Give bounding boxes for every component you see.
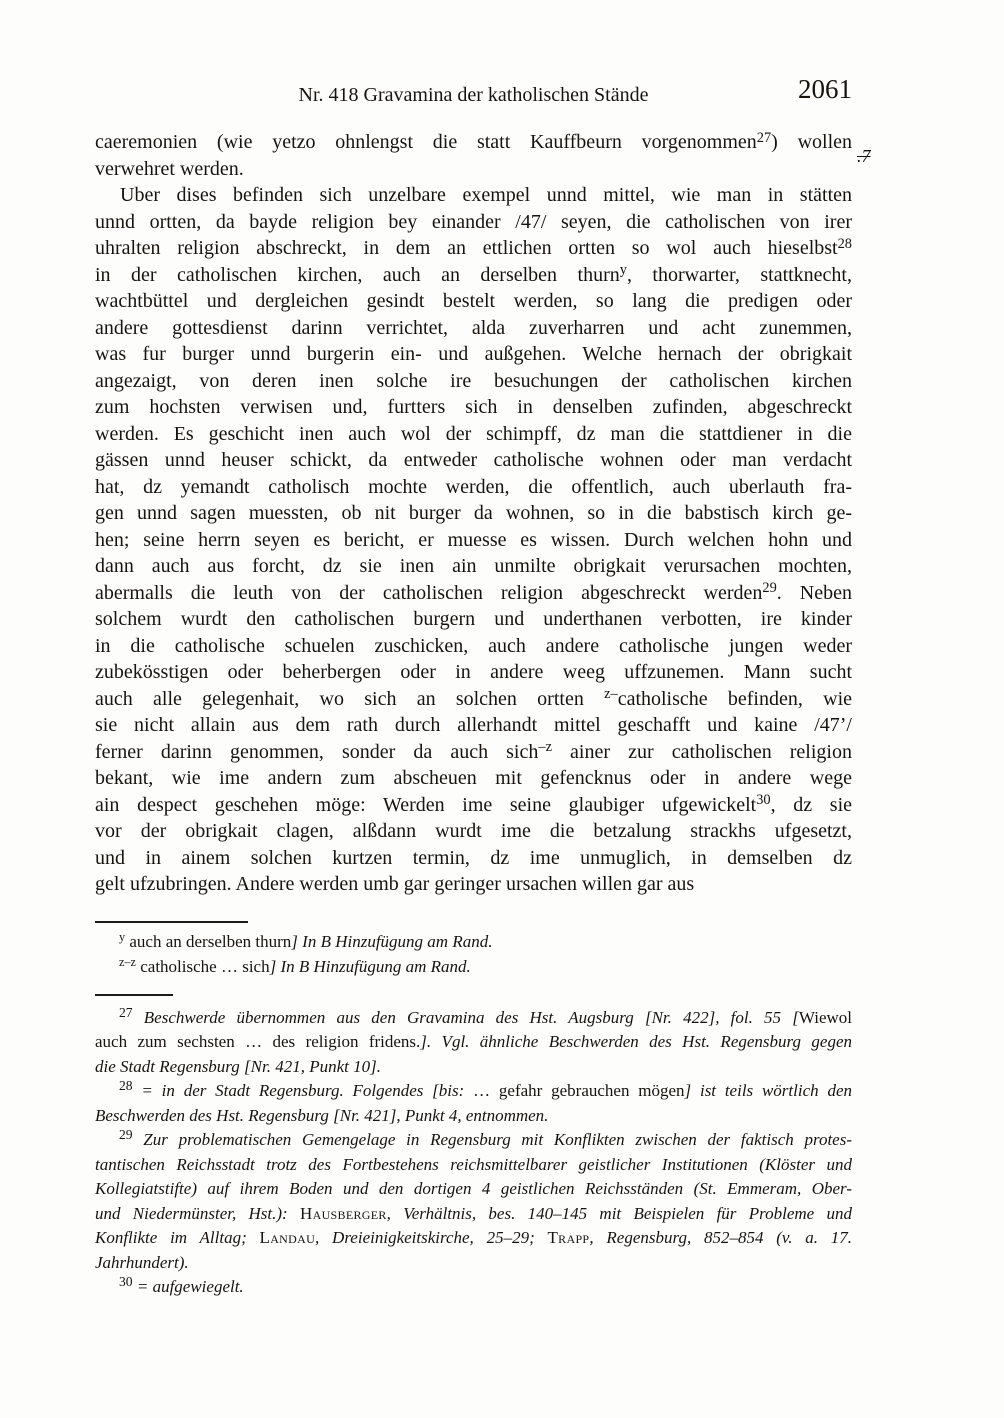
paragraph-continued: [95, 129, 852, 182]
text-line: [95, 553, 852, 580]
text-line: [95, 1030, 852, 1055]
superscript-reference: y: [119, 930, 126, 945]
superscript-reference: 27: [756, 129, 772, 146]
text-run: catholische befinden, wie: [617, 687, 852, 710]
text-line: [95, 606, 852, 633]
text-run: Hausberger: [300, 1203, 387, 1223]
footnote-29: [95, 1128, 852, 1275]
paragraph-main: [95, 182, 852, 898]
text-run: auch an derselben thurn: [125, 931, 292, 951]
text-run: Beschwerde übernommen aus den Gravamina des Hst. Augsburg [Nr. 422], fol. 55 [: [132, 1007, 799, 1027]
superscript-reference: 30: [756, 792, 771, 809]
text-run: ainer zur catholischen religion: [551, 740, 852, 763]
text-run: abermalls die leuth von der catholischen religion abgeschreckt werden: [95, 581, 763, 604]
running-header-title: Nr. 418 Gravamina der katholischen Stände: [298, 84, 649, 106]
page-number: 2061: [798, 74, 852, 104]
text-run: ] In B Hinzufügung am Rand.: [269, 956, 471, 976]
text-line: [95, 156, 852, 183]
text-line: [95, 765, 852, 792]
text-run: was fur burger unnd burgerin ein- und außgehen. Welche hernach der obrigkait: [95, 343, 852, 365]
superscript-reference: 28: [119, 1078, 133, 1094]
text-line: [95, 447, 852, 474]
text-line: [95, 1177, 852, 1202]
text-run: andere gottesdienst darinn verrichtet, alda zuverharren und acht zunemmen,: [95, 316, 852, 339]
text-run: Uber dises befinden sich unzelbare exempel unnd mittel, wie man in stätten: [120, 184, 852, 206]
text-line: [95, 1251, 852, 1276]
text-line: [95, 262, 852, 289]
text-run: tantischen Reichsstadt trotz des Fortbestehens reichsmittelbarer geistlicher Institutionen (Klöster und: [95, 1154, 852, 1174]
text-run: und Niedermünster, Hst.):: [95, 1203, 301, 1223]
text-run: hen; seine herrn seyen es bericht, er muesse es wissen. Durch welchen hohn und: [95, 528, 852, 551]
text-run: Konflikte im Alltag;: [95, 1228, 260, 1247]
text-run: unnd ortten, da bayde religion bey einander /47/ seyen, die catholischen von irer: [95, 210, 852, 233]
text-run: auch zum sechsten … des religion fridens.: [95, 1032, 421, 1051]
text-run: gen unnd sagen muessten, ob nit burger da wohnen, so in die babstisch kirch ge-: [95, 502, 852, 524]
text-run: ] ist teils wörtlich den: [684, 1081, 852, 1100]
text-run: solchem wurdt den catholischen burgern und underthanen verbotten, ire kinder: [95, 608, 852, 630]
text-run: Zur problematischen Gemengelage in Regensburg mit Konflikten zwischen der faktisch protes-: [132, 1130, 852, 1149]
body-text: [95, 129, 852, 898]
text-run: vor der obrigkait clagen, alßdann wurdt ime die betzalung strackhs ufgesetzt,: [95, 820, 852, 842]
superscript-reference: 29: [119, 1127, 133, 1143]
text-run: bekant, wie ime andern zum abscheuen mit gefencknus oder in andere wege: [95, 767, 852, 789]
text-line: [95, 209, 852, 236]
text-run: ] In B Hinzufügung am Rand.: [291, 931, 493, 951]
text-line: [95, 954, 852, 979]
text-line: [95, 421, 852, 448]
text-line: [95, 1226, 852, 1251]
text-run: ain despect geschehen möge: Werden ime seine glaubiger ufgewickelt: [95, 793, 757, 816]
superscript-reference: 27: [119, 1004, 133, 1020]
text-line: [95, 1006, 852, 1031]
text-line: [95, 580, 852, 607]
text-run: ) wollen: [771, 131, 852, 153]
superscript-reference: z–: [604, 686, 618, 703]
text-run: und in ainem solchen kurtzen termin, dz ime unmuglich, in demselben dz: [95, 846, 852, 869]
text-line: [95, 1079, 852, 1104]
text-run: , Regensburg, 852–854 (v. a. 17.: [589, 1228, 852, 1247]
text-run: verwehret werden.: [95, 157, 244, 180]
superscript-reference: y: [619, 262, 627, 279]
text-run: Trapp: [547, 1228, 590, 1247]
text-run: , dz sie: [770, 793, 852, 816]
text-run: = in der Stadt Regensburg. Folgendes [bis:: [132, 1081, 465, 1100]
text-line: [95, 368, 852, 395]
text-run: = aufgewiegelt.: [132, 1277, 244, 1296]
text-column: [95, 0, 871, 1300]
text-line: [95, 288, 852, 315]
text-line: [95, 315, 852, 342]
footnote-separator-rule: [95, 994, 173, 996]
text-run: , Dreieinigkeitskirche, 25–29;: [315, 1228, 548, 1247]
text-line: [95, 1055, 852, 1080]
text-run: caeremonien (wie yetzo ohnlengst die statt Kauffbeurn vorgenommen: [95, 131, 757, 153]
text-run: in die catholische schuelen zuschicken, auch andere catholische jungen weder: [95, 634, 852, 657]
footnote-27: [95, 1006, 852, 1080]
text-line: [95, 739, 852, 766]
text-run: ferner darinn genommen, sonder da auch sich: [95, 740, 539, 763]
margin-annotation: .7: [857, 146, 871, 166]
text-line: [95, 474, 852, 501]
text-line: [95, 527, 852, 554]
text-line: [95, 129, 852, 156]
text-run: ]. Vgl. ähnliche Beschwerden des Hst. Regensburg gegen: [420, 1032, 852, 1051]
superscript-reference: 30: [119, 1274, 133, 1290]
superscript-reference: z–z: [119, 955, 136, 970]
text-run: … gefahr gebrauchen mögen: [464, 1081, 685, 1100]
footnote-28: [95, 1079, 852, 1128]
text-line: [95, 1104, 852, 1129]
critical-apparatus: [95, 929, 852, 979]
text-line: [95, 712, 852, 739]
text-run: . Neben: [776, 581, 852, 604]
text-run: Beschwerden des Hst. Regensburg [Nr. 421], Punkt 4, entnommen.: [95, 1105, 549, 1125]
text-run: die Stadt Regensburg [Nr. 421, Punkt 10].: [95, 1056, 381, 1076]
text-line: [95, 659, 852, 686]
text-run: wachtbüttel und dergleichen gesindt bestelt werden, so lang die predigen oder: [95, 290, 852, 312]
text-run: zubekösstigen oder beherbergen oder in andere weeg uffzunemen. Mann sucht: [95, 661, 852, 683]
apparatus-separator-rule: [95, 921, 248, 923]
text-run: Jahrhundert).: [95, 1252, 189, 1272]
text-line: [95, 792, 852, 819]
text-line: [95, 686, 852, 713]
text-line: [95, 818, 852, 845]
text-run: sie nicht allain aus dem rath durch allerhandt mittel geschafft und kaine /47’/: [95, 714, 852, 736]
footnotes-section: [95, 1006, 852, 1300]
text-line: [95, 182, 852, 209]
text-run: in der catholischen kirchen, auch an derselben thurn: [95, 263, 620, 286]
text-run: Wiewol: [798, 1007, 852, 1027]
text-run: uhralten religion abschreckt, in dem an ettlichen ortten so wol auch hieselbst: [95, 237, 838, 259]
text-line: [95, 341, 852, 368]
text-line: [95, 1202, 852, 1227]
text-run: auch alle gelegenhait, wo sich an solchen ortten: [95, 687, 605, 710]
footnote-30: [95, 1275, 852, 1300]
text-run: gelt ufzubringen. Andere werden umb gar geringer ursachen willen gar aus: [95, 873, 695, 895]
text-run: Kollegiatstifte) auf ihrem Boden und den dortigen 4 geistlichen Reichsständen (St. Emmeram, Ober-: [95, 1179, 852, 1198]
text-line: [95, 845, 852, 872]
text-run: Landau: [259, 1228, 316, 1247]
superscript-reference: 28: [837, 235, 852, 252]
text-line: [95, 633, 852, 660]
text-run: , Verhältnis, bes. 140–145 mit Beispielen für Probleme und: [386, 1203, 852, 1223]
text-line: [95, 235, 852, 262]
text-line: [95, 500, 852, 527]
text-line: [95, 1128, 852, 1153]
superscript-reference: 29: [762, 580, 777, 597]
text-run: hat, dz yemandt catholisch mochte werden, die offentlich, auch uberlauth fra-: [95, 475, 852, 498]
text-run: zum hochsten verwisen und, furtters sich in denselben zufinden, abgeschreckt: [95, 396, 852, 418]
text-line: [95, 394, 852, 421]
text-line: [95, 1153, 852, 1178]
text-run: gässen unnd heuser schickt, da entweder catholische wohnen oder man verdacht: [95, 449, 852, 471]
text-run: werden. Es geschicht inen auch wol der schimpff, dz man die stattdiener in die: [95, 422, 852, 445]
text-run: , thorwarter, stattknecht,: [626, 263, 852, 286]
text-line: [95, 929, 852, 954]
text-run: catholische … sich: [135, 956, 270, 976]
text-line: [95, 1275, 852, 1300]
text-run: angezaigt, von deren inen solche ire besuchungen der catholischen kirchen: [95, 369, 852, 392]
running-header: [95, 74, 852, 114]
superscript-reference: –z: [538, 739, 552, 756]
text-run: dann auch aus forcht, dz sie inen ain unmilte obrigkait verursachen mochten,: [95, 555, 852, 577]
text-line: [95, 871, 852, 898]
